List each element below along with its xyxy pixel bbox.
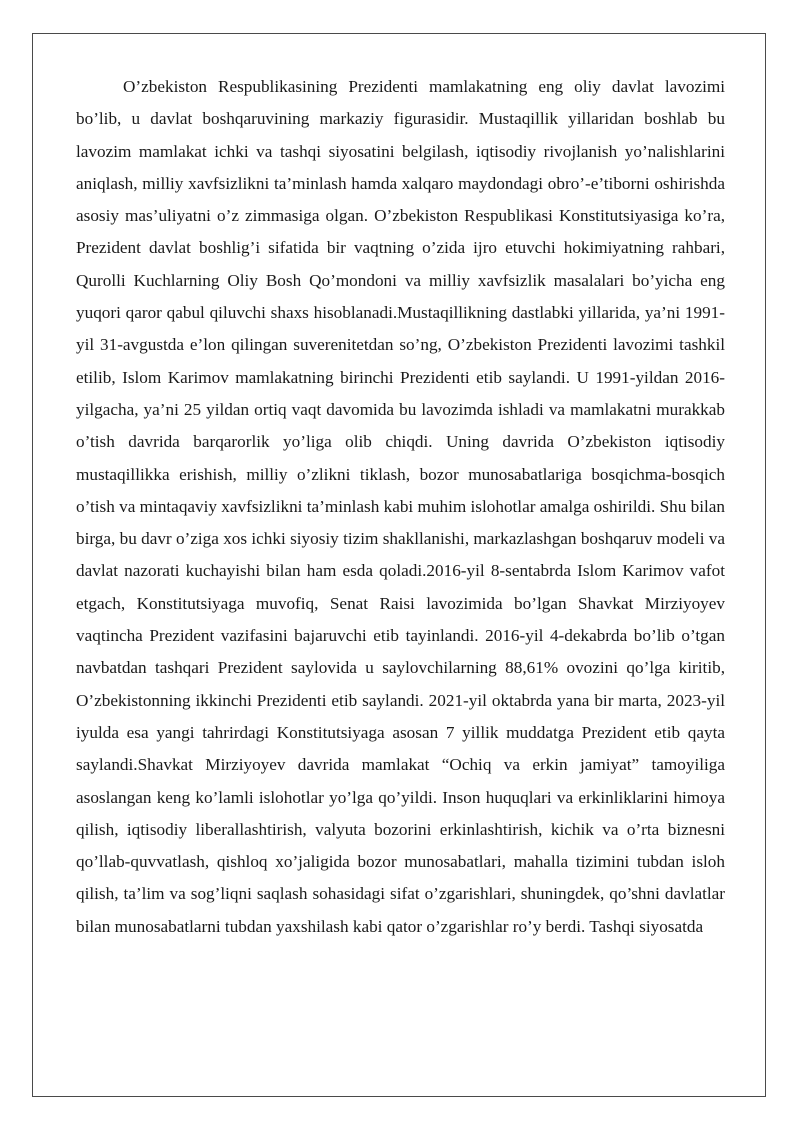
body-paragraph: O’zbekiston Respublikasining Prezidenti mamlakatning eng oliy davlat lavozimi bo’lib, u davlat boshqaruvining markaziy figurasidir. Mustaqillik yillaridan boshlab bu lavozim mamlakat ichki va tashqi siyosatini belgilash, iqtisodiy rivojlanish yo’nalishlarini aniqlash, milliy xavfsizlikni ta’minlash hamda xalqaro maydondagi obro’-e’tiborni oshirishda asosiy mas’uliyatni o’z zimmasiga olgan. O’zbekiston Respublikasi Konstitutsiyasiga ko’ra, Prezident davlat boshlig’i sifatida bir vaqtning o’zida ijro etuvchi hokimiyatning rahbari, Qurolli Kuchlarning Oliy Bosh Qo’mondoni va milliy xavfsizlik masalalari bo’yicha eng yuqori qaror qabul qiluvchi shaxs hisoblanadi.Mustaqillikning dastlabki yillarida, ya’ni 1991-yil 31-avgustda e’lon qilingan suverenitetdan so’ng, O’zbekiston Prezidenti lavozimi tashkil etilib, Islom Karimov mamlakatning birinchi Prezidenti etib saylandi. U 1991-yildan 2016-yilgacha, ya’ni 25 yildan ortiq vaqt davomida bu lavozimda ishladi va mamlakatni murakkab o’tish davrida barqarorlik yo’liga olib chiqdi. Uning davrida O’zbekiston iqtisodiy mustaqillikka erishish, milliy o’zlikni tiklash, bozor munosabatlariga bosqichma-bosqich o’tish va mintaqaviy xavfsizlikni ta’minlash kabi muhim islohotlar amalga oshirildi. Shu bilan birga, bu davr o’ziga xos ichki siyosiy tizim shakllanishi, markazlashgan boshqaruv modeli va davlat nazorati kuchayishi bilan ham esda qoladi.2016-yil 8-sentabrda Islom Karimov vafot etgach, Konstitutsiyaga muvofiq, Senat Raisi lavozimida bo’lgan Shavkat Mirziyoyev vaqtincha Prezident vazifasini bajaruvchi etib tayinlandi. 2016-yil 4-dekabrda bo’lib o’tgan navbatdan tashqari Prezident saylovida u saylovchilarning 88,61% ovozini qo’lga kiritib, O’zbekistonning ikkinchi Prezidenti etib saylandi. 2021-yil oktabrda yana bir marta, 2023-yil iyulda esa yangi tahrirdagi Konstitutsiyaga asosan 7 yillik muddatga Prezident etib qayta saylandi.Shavkat Mirziyoyev davrida mamlakat “Ochiq va erkin jamiyat” tamoyiliga asoslangan keng ko’lamli islohotlar yo’lga qo’yildi. Inson huquqlari va erkinliklarini himoya qilish, iqtisodiy liberallashtirish, valyuta bozorini erkinlashtirish, kichik va o’rta biznesni qo’llab-quvvatlash, qishloq xo’jaligida bozor munosabatlari, mahalla tizimini tubdan isloh qilish, ta’lim va sog’liqni saqlash sohasidagi sifat o’zgarishlari, shuningdek, qo’shni davlatlar bilan munosabatlarni tubdan yaxshilash kabi qator o’zgarishlar ro’y berdi. Tashqi siyosatda [76,77,725,936]
